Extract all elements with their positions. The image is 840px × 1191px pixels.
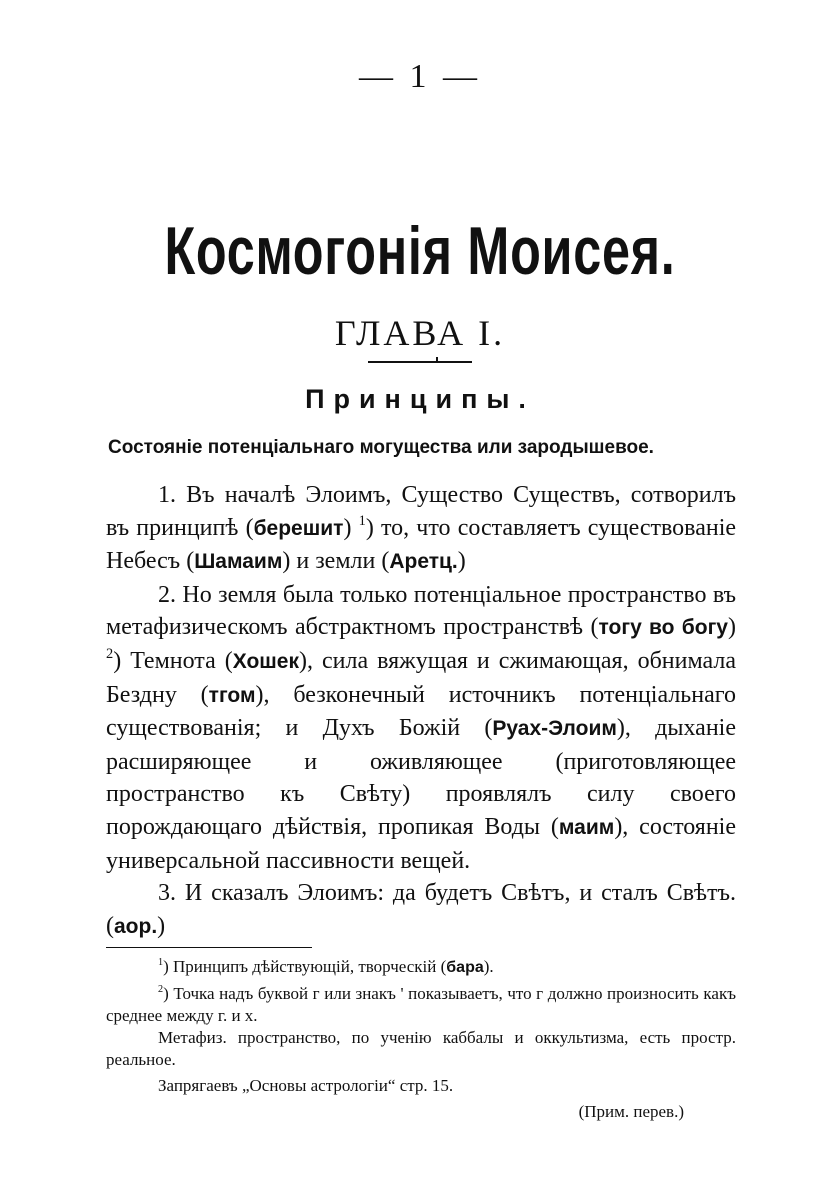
footnote-divider	[106, 947, 312, 948]
verse-2	[106, 579, 736, 877]
verse-1-text: ) и земли (	[282, 548, 390, 575]
verse-3	[106, 877, 736, 943]
term-shamaim: Шамаим	[194, 550, 283, 574]
footnote-marker-1: 1	[158, 956, 164, 968]
verse-2-text: )	[728, 614, 736, 641]
term-aor: аор.	[114, 914, 158, 938]
footnote-2	[106, 983, 736, 1027]
verse-2-text: 2. Но земля была только потенціальное пространство въ метафизическомъ абстрактномъ пространствѣ (	[106, 581, 736, 641]
footnote-ref-1: 1	[358, 512, 366, 529]
footnote-metaphysics: Метафиз. пространство, по ученію каббалы и оккультизма, есть простр. реальное.	[106, 1028, 736, 1069]
term-tgom: тгом	[208, 683, 256, 707]
footnote-marker-2: 2	[158, 983, 164, 995]
verse-1-text: ) то, что составляетъ существованіе Небесъ (	[106, 514, 737, 575]
footnote-1-text: ).	[483, 957, 494, 976]
verse-1	[106, 479, 736, 579]
verse-2-text: ) Темнота (	[113, 647, 233, 674]
chapter-divider	[368, 361, 472, 363]
verse-2-text: ), дыханіе расширяющее и оживляющее (приготовляющее пространство къ Свѣту) проявлялъ силу своего порождающаго дѣйствія, пропикая Воды (	[106, 715, 736, 840]
verse-1-text: )	[457, 548, 466, 575]
section-subtitle: Состояніе потенціальнаго могущества или зародышевое.	[108, 437, 654, 458]
translator-note: (Прим. перев.)	[578, 1102, 684, 1121]
footnote-source: Запрягаевъ „Основы астрологіи“ стр. 15.	[158, 1076, 454, 1095]
verse-2-text: ), сила вяжущая и сжимающая, обнимала Бездну (	[106, 647, 737, 708]
term-aretz: Аретц.	[389, 550, 458, 574]
term-maim: маим	[558, 815, 615, 839]
footnote-1	[106, 956, 736, 979]
chapter-heading: ГЛАВА I.	[334, 313, 506, 353]
verse-3-text: 3. И сказалъ Элоимъ: да будетъ Свѣтъ, и сталъ Свѣтъ. (	[106, 880, 736, 939]
verse-3-text: )	[157, 912, 166, 939]
body-text	[106, 479, 736, 943]
book-title: Космогонія Моисея.	[164, 213, 676, 289]
term-ruah-elohim: Руах-Элоим	[492, 717, 617, 741]
footnote-2-text: ) Точка надъ буквой г или знакъ ' показываетъ, что г должно произносить какъ среднее между г. и х.	[106, 984, 736, 1025]
section-title: Принципы.	[305, 384, 535, 414]
footnotes	[106, 956, 736, 1123]
term-hoshek: Хошек	[232, 649, 299, 673]
verse-2-text: ), состояніе универсальной пассивности вещей.	[106, 813, 736, 874]
term-bara: бара	[446, 959, 484, 976]
term-bereshit: берешит	[253, 516, 344, 540]
verse-2-text: ), безконечный источникъ потенціальнаго существованія; и Духъ Божій (	[106, 681, 736, 742]
footnote-1-text: ) Принципъ дѣйствующій, творческій (	[163, 957, 447, 976]
page-number: — 1 —	[359, 58, 481, 95]
verse-1-text: 1. Въ началѣ Элоимъ, Существо Существъ, сотворилъ въ принципѣ (	[106, 482, 736, 541]
verse-1-text: )	[343, 514, 359, 541]
footnote-ref-2: 2	[106, 645, 114, 662]
term-tohu-vo-bohu: тогу во богу	[598, 616, 728, 640]
